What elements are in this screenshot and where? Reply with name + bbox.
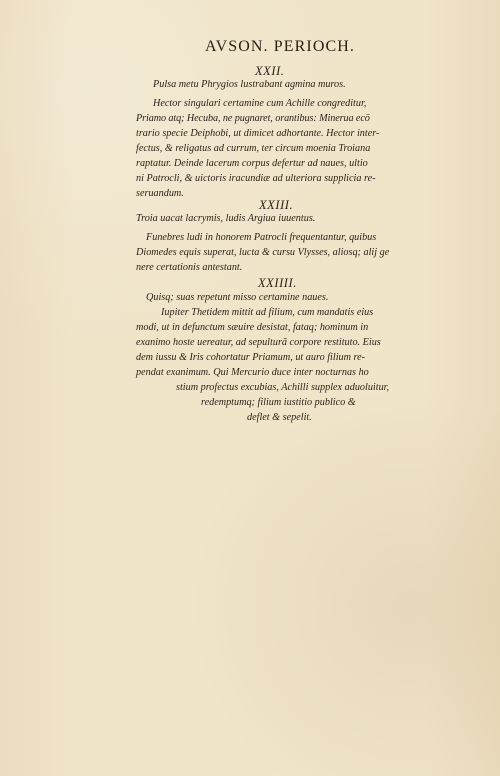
text-line: deflet & sepelit. bbox=[247, 412, 312, 423]
text-line: stium profectus excubias, Achilli supplex aduoluitur, bbox=[176, 382, 390, 393]
text-line: Funebres ludi in honorem Patrocli frequentantur, quibus bbox=[146, 232, 377, 243]
text-line: Hector singulari certamine cum Achille congreditur, bbox=[153, 98, 367, 109]
running-head: AVSON. PERIOCH. bbox=[205, 38, 356, 55]
text-line: exanimo hoste uereatur, ad sepulturã corpore restituto. Eius bbox=[136, 337, 381, 348]
text-line: Quisq; suas repetunt misso certamine naues. bbox=[146, 292, 329, 303]
text-line: redemptumq; filium iustitio publico & bbox=[201, 397, 356, 408]
section-title-23: XXIII. bbox=[259, 198, 294, 212]
text-line: nere certationis antestant. bbox=[136, 262, 243, 273]
text-line: modi, ut in defunctum sæuire desistat, fataq; hominum in bbox=[136, 322, 369, 333]
text-line: dem iussu & Iris cohortatur Priamum, ut auro filium re- bbox=[136, 352, 366, 363]
text-line: Pulsa metu Phrygios lustrabant agmina muros. bbox=[153, 79, 346, 90]
section-title-24: XXIIII. bbox=[258, 276, 297, 290]
text-line: raptatur. Deinde lacerum corpus defertur ad naues, ultio bbox=[136, 158, 368, 169]
text-line: Troia uacat lacrymis, ludis Argiua iuuentus. bbox=[136, 213, 316, 224]
text-line: Iupiter Thetidem mittit ad filium, cum mandatis eius bbox=[161, 307, 374, 318]
text-line: Priamo atq; Hecuba, ne pugnaret, orantibus: Minerua ecö bbox=[136, 113, 370, 124]
text-line: pendat exanimum. Qui Mercurio duce inter nocturnas ho bbox=[136, 367, 369, 378]
section-title-22: XXII. bbox=[255, 64, 285, 78]
text-line: fectus, & religatus ad currum, ter circum moenia Troiana bbox=[136, 143, 371, 154]
text-line: seruandum. bbox=[136, 188, 184, 199]
text-line: ni Patrocli, & uictoris iracundiæ ad ulteriora supplicia re- bbox=[136, 173, 376, 184]
text-line: Diomedes equis superat, lucta & cursu Vlysses, aliosq; alij ge bbox=[136, 247, 390, 258]
text-line: trario specie Deiphobi, ut dimicet adhortante. Hector inter- bbox=[136, 128, 380, 139]
